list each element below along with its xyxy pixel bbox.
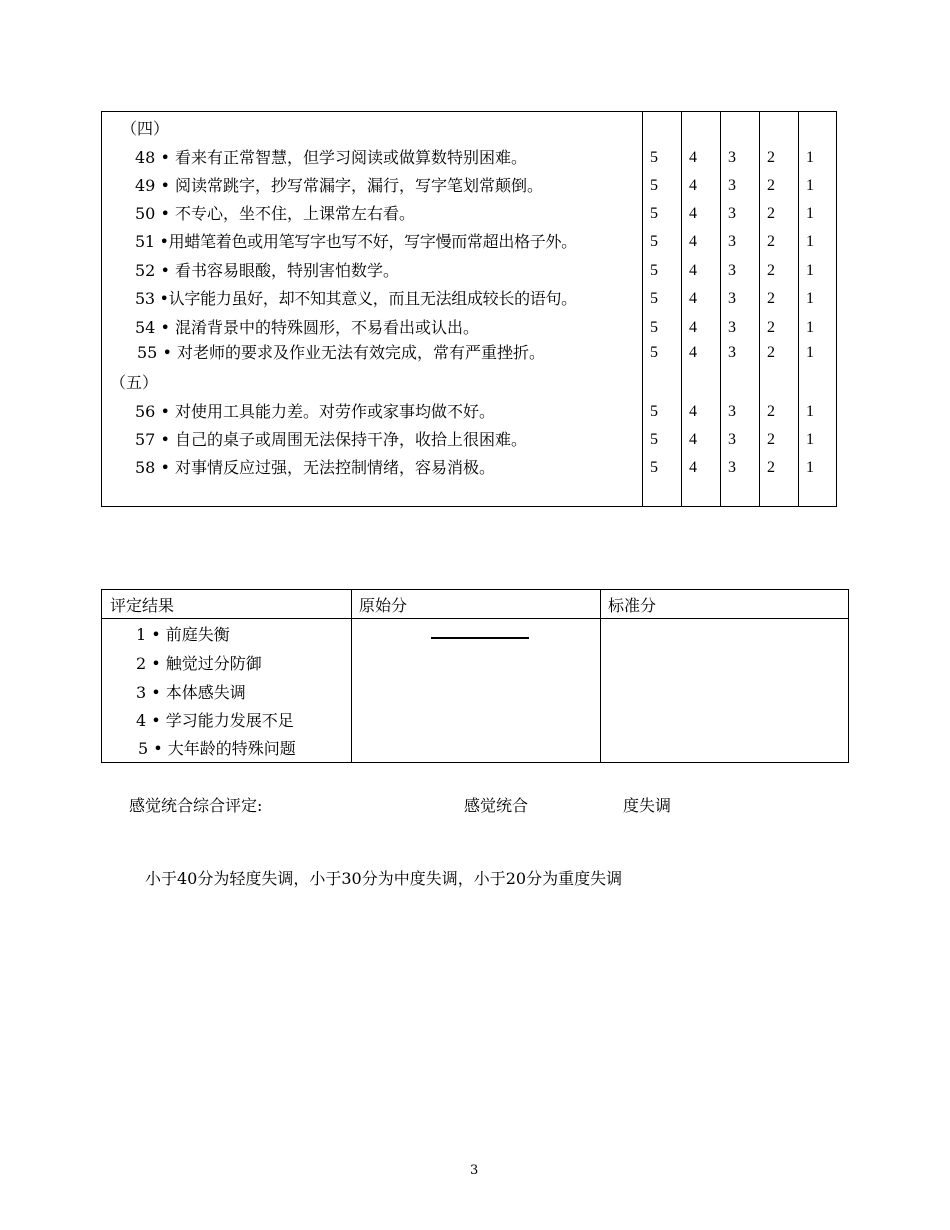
- score-option: 1: [806, 262, 814, 279]
- score-option: 1: [806, 290, 814, 307]
- score-option: 4: [689, 431, 697, 448]
- score-option: 1: [806, 205, 814, 222]
- score-option: 5: [650, 344, 658, 361]
- score-option: 5: [650, 233, 658, 250]
- score-option: 3: [728, 233, 736, 250]
- score-option: 5: [650, 149, 658, 166]
- question-57: 57 • 自己的桌子或周围无法保持干净，收拾上很困难。: [135, 430, 527, 449]
- score-option: 2: [767, 262, 775, 279]
- score-option: 3: [728, 344, 736, 361]
- score-option: 2: [767, 344, 775, 361]
- question-53: 53 •认字能力虽好，却不知其意义，而且无法组成较长的语句。: [135, 289, 577, 308]
- score-option: 5: [650, 177, 658, 194]
- question-50: 50 • 不专心，坐不住，上课常左右看。: [135, 204, 415, 223]
- column-divider: [798, 112, 799, 506]
- score-option: 4: [689, 233, 697, 250]
- score-option: 5: [650, 459, 658, 476]
- score-option: 1: [806, 431, 814, 448]
- result-item-learning: 4 • 学习能力发展不足: [136, 711, 294, 730]
- result-item-proprioception: 3 • 本体感失调: [136, 683, 246, 702]
- result-item-vestibular: 1 • 前庭失衡: [136, 625, 230, 644]
- column-divider: [600, 590, 601, 762]
- score-option: 1: [806, 403, 814, 420]
- column-divider: [681, 112, 682, 506]
- score-option: 1: [806, 344, 814, 361]
- page-number: 3: [470, 1163, 479, 1178]
- result-table: [101, 589, 849, 763]
- score-option: 4: [689, 344, 697, 361]
- score-option: 2: [767, 459, 775, 476]
- score-option: 4: [689, 319, 697, 336]
- score-option: 5: [650, 319, 658, 336]
- score-option: 2: [767, 290, 775, 307]
- score-option: 4: [689, 177, 697, 194]
- question-48: 48 • 看来有正常智慧，但学习阅读或做算数特别困难。: [135, 148, 527, 167]
- score-option: 2: [767, 177, 775, 194]
- score-option: 4: [689, 205, 697, 222]
- score-option: 4: [689, 290, 697, 307]
- column-divider: [759, 112, 760, 506]
- score-option: 1: [806, 459, 814, 476]
- score-option: 3: [728, 319, 736, 336]
- score-option: 1: [806, 319, 814, 336]
- result-item-tactile: 2 • 触觉过分防御: [136, 654, 262, 673]
- raw-score-blank-line: [431, 637, 529, 639]
- column-divider: [642, 112, 643, 506]
- question-56: 56 • 对使用工具能力差。对劳作或家事均做不好。: [135, 402, 495, 421]
- score-option: 5: [650, 205, 658, 222]
- score-option: 3: [728, 177, 736, 194]
- question-52: 52 • 看书容易眼酸，特别害怕数学。: [135, 261, 399, 280]
- header-divider: [102, 618, 848, 619]
- criteria-note: 小于40分为轻度失调，小于30分为中度失调，小于20分为重度失调: [145, 869, 623, 888]
- score-option: 3: [728, 459, 736, 476]
- score-option: 4: [689, 459, 697, 476]
- score-option: 5: [650, 431, 658, 448]
- score-option: 2: [767, 205, 775, 222]
- score-option: 2: [767, 233, 775, 250]
- score-option: 1: [806, 177, 814, 194]
- section-5-header: （五）: [110, 373, 159, 392]
- header-result: 评定结果: [110, 596, 175, 615]
- assessment-degree-text: 度失调: [623, 796, 672, 815]
- score-option: 3: [728, 149, 736, 166]
- question-58: 58 • 对事情反应过强，无法控制情绪，容易消极。: [135, 458, 495, 477]
- score-option: 1: [806, 149, 814, 166]
- score-option: 4: [689, 403, 697, 420]
- score-option: 5: [650, 403, 658, 420]
- score-option: 3: [728, 205, 736, 222]
- score-option: 4: [689, 262, 697, 279]
- result-item-older-age: 5 • 大年龄的特殊问题: [138, 739, 296, 758]
- assessment-label: 感觉统合综合评定:: [129, 796, 263, 815]
- score-option: 2: [767, 431, 775, 448]
- question-55: 55 • 对老师的要求及作业无法有效完成，常有严重挫折。: [137, 343, 545, 362]
- score-option: 2: [767, 319, 775, 336]
- questionnaire-table: [101, 111, 837, 507]
- question-49: 49 • 阅读常跳字，抄写常漏字，漏行，写字笔划常颠倒。: [135, 176, 543, 195]
- question-51: 51 •用蜡笔着色或用笔写字也写不好，写字慢而常超出格子外。: [135, 232, 577, 251]
- score-option: 4: [689, 149, 697, 166]
- question-54: 54 • 混淆背景中的特殊圆形，不易看出或认出。: [135, 318, 479, 337]
- score-option: 3: [728, 403, 736, 420]
- section-4-header: （四）: [121, 119, 170, 138]
- column-divider: [720, 112, 721, 506]
- score-option: 2: [767, 403, 775, 420]
- score-option: 3: [728, 262, 736, 279]
- header-standard-score: 标准分: [608, 596, 657, 615]
- score-option: 5: [650, 262, 658, 279]
- column-divider: [351, 590, 352, 762]
- score-option: 1: [806, 233, 814, 250]
- score-option: 3: [728, 290, 736, 307]
- score-option: 2: [767, 149, 775, 166]
- assessment-middle-text: 感觉统合: [464, 796, 529, 815]
- score-option: 5: [650, 290, 658, 307]
- header-raw-score: 原始分: [359, 596, 408, 615]
- score-option: 3: [728, 431, 736, 448]
